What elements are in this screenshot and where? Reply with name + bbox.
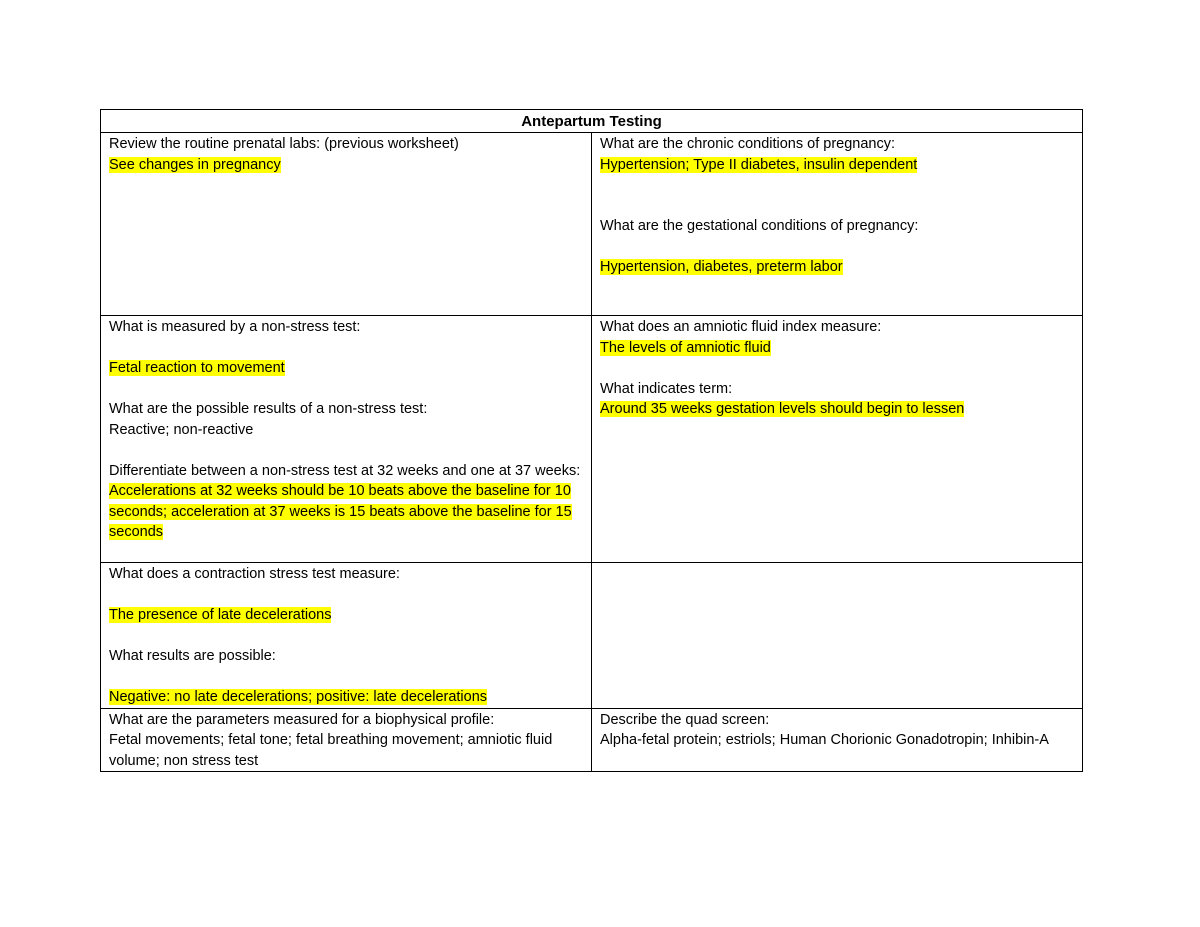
answer-nst-measure: Fetal reaction to movement <box>109 360 285 376</box>
title-row <box>101 110 1083 133</box>
question-term-indicator: What indicates term: <box>600 380 733 397</box>
question-cst-results: What results are possible: <box>109 648 276 664</box>
answer-bpp-parameters: Fetal movements; fetal tone; fetal breathing movement; amniotic fluid volume; non stress test <box>109 732 553 769</box>
answer-term-indicator: Around 35 weeks gestation levels should begin to lessen <box>600 401 965 417</box>
question-nst-measure: What is measured by a non-stress test: <box>109 319 361 335</box>
question-prenatal-labs: Review the routine prenatal labs: (previous worksheet) <box>109 136 459 152</box>
answer-cst-measure: The presence of late decelerations <box>109 607 332 623</box>
question-afi-measure: What does an amniotic fluid index measure: <box>600 319 882 335</box>
question-chronic-conditions: What are the chronic conditions of pregnancy: <box>600 136 895 152</box>
cell-quad-screen <box>592 708 1083 772</box>
question-nst-results: What are the possible results of a non-stress test: <box>109 401 428 417</box>
answer-nst-results: Reactive; non-reactive <box>109 421 254 438</box>
table-row <box>101 563 1083 709</box>
answer-prenatal-labs: See changes in pregnancy <box>109 156 281 173</box>
cell-non-stress-test <box>101 316 592 563</box>
answer-gestational-conditions: Hypertension, diabetes, preterm labor <box>600 259 843 275</box>
cell-amniotic-fluid-index <box>592 316 1083 563</box>
answer-quad-screen: Alpha-fetal protein; estriols; Human Chorionic Gonadotropin; Inhibin-A <box>600 732 1049 748</box>
question-gestational-conditions: What are the gestational conditions of pregnancy: <box>600 218 919 234</box>
table-row <box>101 708 1083 772</box>
cell-contraction-stress-test <box>101 563 592 709</box>
question-quad-screen: Describe the quad screen: <box>600 711 770 728</box>
answer-chronic-conditions: Hypertension; Type II diabetes, insulin dependent <box>600 156 918 173</box>
question-bpp-parameters: What are the parameters measured for a biophysical profile: <box>109 711 495 728</box>
table-row <box>101 133 1083 316</box>
cell-biophysical-profile <box>101 708 592 772</box>
cell-conditions-of-pregnancy <box>592 133 1083 316</box>
worksheet-title: Antepartum Testing <box>101 110 1083 133</box>
table-row <box>101 316 1083 563</box>
question-nst-differentiate: Differentiate between a non-stress test at 32 weeks and one at 37 weeks: <box>109 462 581 479</box>
answer-nst-differentiate: Accelerations at 32 weeks should be 10 beats above the baseline for 10 seconds; acceleration at 37 weeks is 15 beats above the baseline for 15 seconds <box>109 483 572 540</box>
empty-cell <box>592 563 1083 709</box>
answer-cst-results: Negative: no late decelerations; positive: late decelerations <box>109 689 488 705</box>
worksheet-table <box>100 109 1083 772</box>
cell-prenatal-labs <box>101 133 592 316</box>
answer-afi-measure: The levels of amniotic fluid <box>600 339 771 356</box>
question-cst-measure: What does a contraction stress test measure: <box>109 566 400 582</box>
